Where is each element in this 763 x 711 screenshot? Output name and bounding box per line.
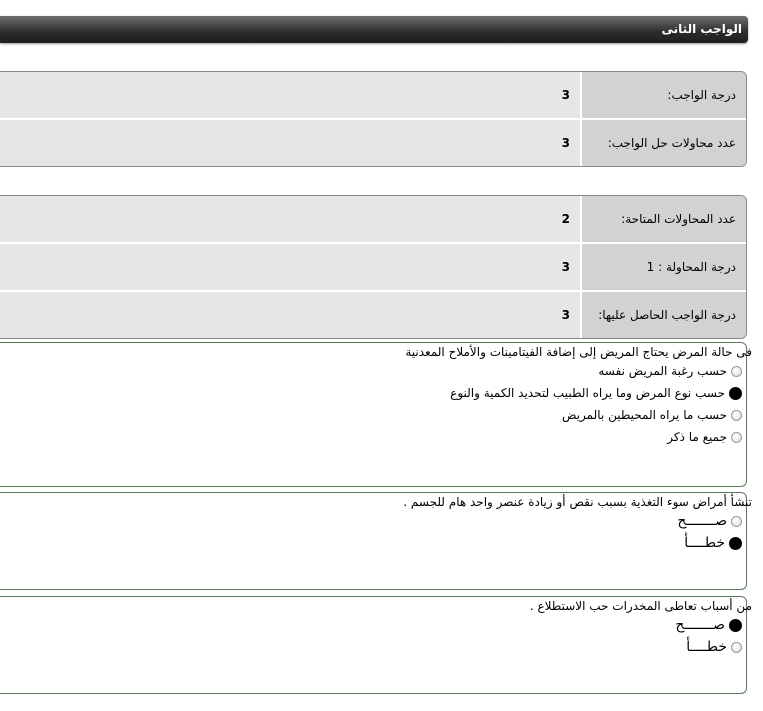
answer-option[interactable] bbox=[0, 510, 746, 532]
radio-button-selected[interactable] bbox=[729, 537, 742, 550]
question-1 bbox=[0, 342, 752, 487]
summary-row-attempt-grade bbox=[0, 242, 746, 290]
radio-button[interactable] bbox=[731, 432, 742, 443]
summary-value: 3 bbox=[561, 136, 570, 150]
homework-summary-box bbox=[0, 71, 747, 167]
summary-row-attempt-count bbox=[0, 118, 746, 166]
answer-option[interactable] bbox=[0, 614, 746, 636]
summary-label: عدد محاولات حل الواجب: bbox=[580, 120, 746, 166]
answer-label: خطــــأ bbox=[686, 639, 727, 655]
question-3 bbox=[0, 596, 752, 694]
radio-button-selected[interactable] bbox=[729, 387, 742, 400]
summary-label: عدد المحاولات المتاحة: bbox=[580, 196, 746, 242]
answer-option[interactable] bbox=[0, 636, 746, 658]
answer-label: حسب رغبة المريض نفسه bbox=[598, 364, 727, 378]
answer-label: صـــــــح bbox=[677, 513, 727, 529]
attempt-summary-box bbox=[0, 195, 747, 339]
summary-row-available-attempts bbox=[0, 196, 746, 242]
summary-value: 3 bbox=[561, 308, 570, 322]
answer-option[interactable] bbox=[0, 404, 746, 426]
homework-title: الواجب الثانى bbox=[661, 22, 742, 36]
summary-label: درجة المحاولة : 1 bbox=[580, 244, 746, 290]
radio-button[interactable] bbox=[731, 642, 742, 653]
question-2 bbox=[0, 492, 752, 590]
answer-option[interactable] bbox=[0, 382, 746, 404]
answer-label: حسب نوع المرض وما يراه الطبيب لتحديد الكمية والنوع bbox=[450, 386, 725, 400]
question-text: فى حالة المرض يحتاج المريض إلى إضافة الفيتامينات والأملاح المعدنية bbox=[405, 345, 752, 359]
summary-label: درجة الواجب: bbox=[580, 72, 746, 118]
radio-button[interactable] bbox=[731, 410, 742, 421]
summary-value: 2 bbox=[561, 212, 570, 226]
question-text: من أسباب تعاطى المخدرات حب الاستطلاع . bbox=[529, 599, 752, 613]
question-text: تنشأ أمراض سوء التغذية بسبب نقص أو زيادة عنصر واحد هام للجسم . bbox=[403, 495, 752, 509]
radio-button[interactable] bbox=[731, 366, 742, 377]
answer-option[interactable] bbox=[0, 426, 746, 448]
summary-value: 3 bbox=[561, 260, 570, 274]
radio-button-selected[interactable] bbox=[729, 619, 742, 632]
answer-option[interactable] bbox=[0, 360, 746, 382]
summary-row-homework-grade bbox=[0, 72, 746, 118]
radio-button[interactable] bbox=[731, 516, 742, 527]
answer-label: حسب ما يراه المحيطين بالمريض bbox=[562, 408, 727, 422]
answer-label: جميع ما ذكر bbox=[667, 430, 727, 444]
summary-value: 3 bbox=[561, 88, 570, 102]
answer-option[interactable] bbox=[0, 532, 746, 554]
summary-label: درجة الواجب الحاصل عليها: bbox=[580, 292, 746, 338]
summary-row-obtained-grade bbox=[0, 290, 746, 338]
answer-label: صـــــــح bbox=[675, 617, 725, 633]
homework-title-bar bbox=[0, 16, 748, 43]
answer-label: خطــــأ bbox=[684, 535, 725, 551]
